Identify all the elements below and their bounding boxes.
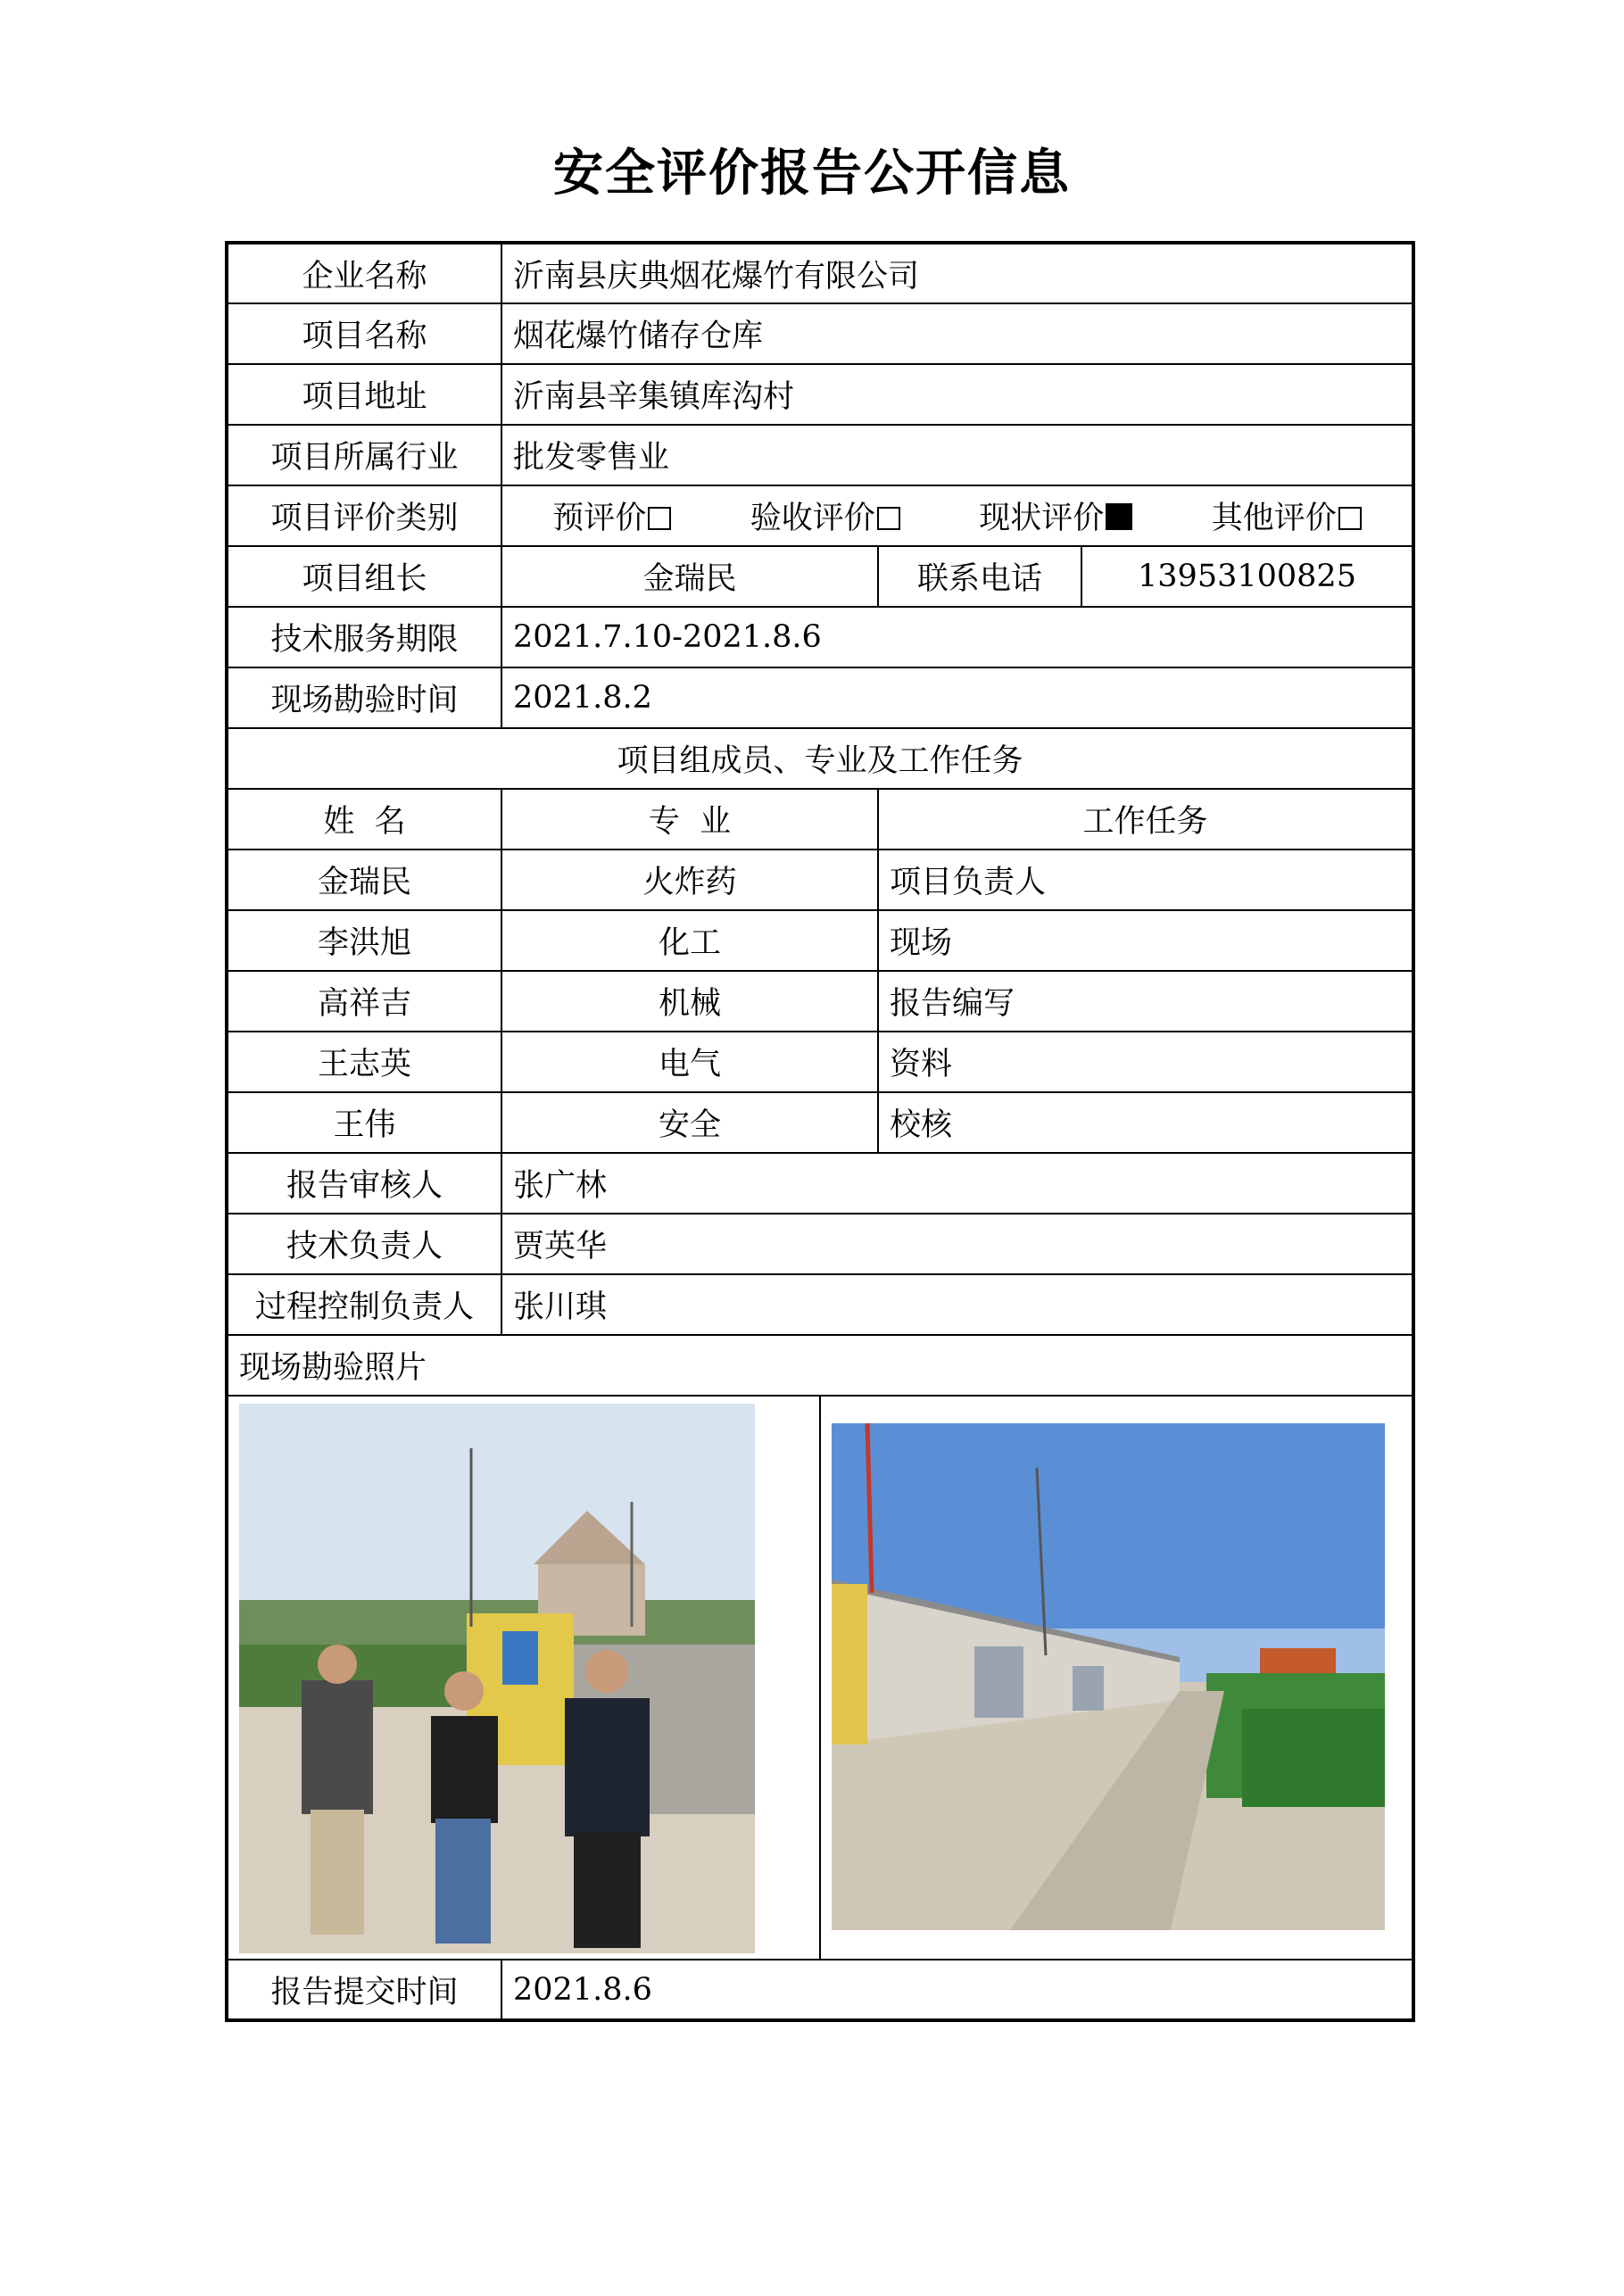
member-name: 金瑞民	[227, 850, 501, 910]
checkbox-other	[1338, 507, 1362, 530]
member-row	[227, 850, 1413, 910]
photos-cell	[227, 1396, 1413, 1960]
row-members-title	[227, 728, 1413, 789]
value-service-period: 2021.7.10-2021.8.6	[501, 607, 1413, 667]
checkbox-status-checked	[1106, 503, 1132, 530]
value-project-name: 烟花爆竹储存仓库	[501, 303, 1413, 364]
checkbox-acceptance	[877, 507, 900, 530]
value-process-lead: 张川琪	[501, 1274, 1413, 1335]
value-leader: 金瑞民	[501, 546, 878, 607]
header-name: 姓 名	[227, 789, 501, 850]
label-submit: 报告提交时间	[227, 1960, 501, 2020]
value-survey-time: 2021.8.2	[501, 667, 1413, 728]
member-row	[227, 971, 1413, 1032]
row-process-lead	[227, 1274, 1413, 1335]
label-service-period: 技术服务期限	[227, 607, 501, 667]
member-row	[227, 1032, 1413, 1092]
label-project-address: 项目地址	[227, 364, 501, 425]
member-name: 王志英	[227, 1032, 501, 1092]
label-eval-type: 项目评价类别	[227, 485, 501, 546]
eval-option-other: 其他评价	[1212, 493, 1362, 538]
members-section-title: 项目组成员、专业及工作任务	[227, 728, 1413, 789]
value-phone: 13953100825	[1081, 546, 1413, 607]
row-survey-time	[227, 667, 1413, 728]
header-major: 专 业	[501, 789, 878, 850]
row-eval-type	[227, 485, 1413, 546]
label-industry: 项目所属行业	[227, 425, 501, 485]
site-photo-warehouse	[832, 1423, 1385, 1930]
photos-label: 现场勘验照片	[227, 1335, 1413, 1396]
member-task: 资料	[878, 1032, 1413, 1092]
member-task: 项目负责人	[878, 850, 1413, 910]
member-row	[227, 1092, 1413, 1153]
row-leader	[227, 546, 1413, 607]
row-service-period	[227, 607, 1413, 667]
value-company: 沂南县庆典烟花爆竹有限公司	[501, 243, 1413, 303]
row-submit	[227, 1960, 1413, 2020]
member-name: 王伟	[227, 1092, 501, 1153]
label-phone: 联系电话	[878, 546, 1081, 607]
eval-option-status: 现状评价	[979, 493, 1132, 538]
header-task: 工作任务	[878, 789, 1413, 850]
value-project-address: 沂南县辛集镇库沟村	[501, 364, 1413, 425]
label-project-name: 项目名称	[227, 303, 501, 364]
member-row	[227, 910, 1413, 971]
member-task: 校核	[878, 1092, 1413, 1153]
member-major: 化工	[501, 910, 878, 971]
row-photos-label	[227, 1335, 1413, 1396]
row-industry	[227, 425, 1413, 485]
label-tech-lead: 技术负责人	[227, 1214, 501, 1274]
site-photo-team	[239, 1404, 755, 1953]
value-report-reviewer: 张广林	[501, 1153, 1413, 1214]
member-major: 火炸药	[501, 850, 878, 910]
label-survey-time: 现场勘验时间	[227, 667, 501, 728]
page-title: 安全评价报告公开信息	[553, 145, 1071, 203]
member-task: 现场	[878, 910, 1413, 971]
row-report-reviewer	[227, 1153, 1413, 1214]
eval-type-options	[501, 485, 1413, 546]
eval-option-pre: 预评价	[552, 493, 671, 538]
member-major: 机械	[501, 971, 878, 1032]
members-header-row	[227, 789, 1413, 850]
eval-option-acceptance: 验收评价	[750, 493, 900, 538]
label-report-reviewer: 报告审核人	[227, 1153, 501, 1214]
row-project-name	[227, 303, 1413, 364]
value-submit: 2021.8.6	[501, 1960, 1413, 2020]
member-task: 报告编写	[878, 971, 1413, 1032]
member-major: 电气	[501, 1032, 878, 1092]
row-company	[227, 243, 1413, 303]
checkbox-pre	[648, 507, 671, 530]
value-tech-lead: 贾英华	[501, 1214, 1413, 1274]
member-name: 高祥吉	[227, 971, 501, 1032]
row-photos	[227, 1396, 1413, 1960]
member-name: 李洪旭	[227, 910, 501, 971]
row-tech-lead	[227, 1214, 1413, 1274]
info-table	[225, 241, 1415, 2022]
label-leader: 项目组长	[227, 546, 501, 607]
label-company: 企业名称	[227, 243, 501, 303]
member-major: 安全	[501, 1092, 878, 1153]
label-process-lead: 过程控制负责人	[227, 1274, 501, 1335]
row-project-address	[227, 364, 1413, 425]
value-industry: 批发零售业	[501, 425, 1413, 485]
